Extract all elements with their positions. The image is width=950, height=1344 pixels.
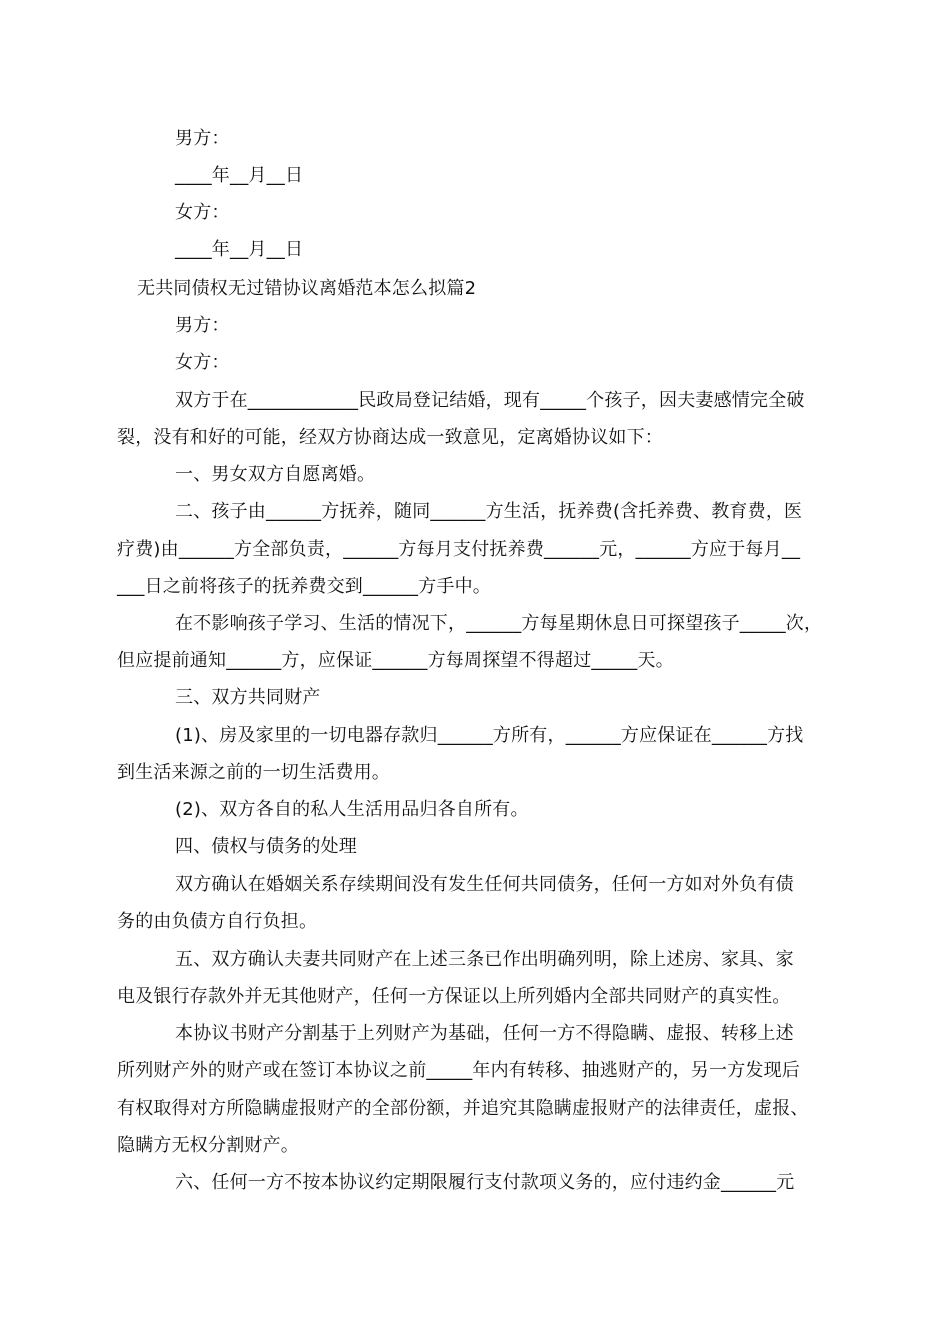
paragraph-line: 二、孩子由______方抚养，随同______方生活，抚养费(含托养费、教育费，医 — [175, 501, 803, 522]
signature-label-female: 女方： — [175, 202, 230, 223]
paragraph-line: 到生活来源之前的一切生活费用。 — [117, 762, 390, 783]
paragraph-line: 所列财产外的财产或在签订本协议之前_____年内有转移、抽逃财产的，另一方发现后 — [117, 1060, 800, 1081]
paragraph-line: 六、任何一方不按本协议约定期限履行支付款项义务的，应付违约金______元 — [175, 1172, 795, 1193]
paragraph-line: ___日之前将孩子的抚养费交到______方手中。 — [117, 576, 491, 597]
paragraph-line: (2)、双方各自的私人生活用品归各自所有。 — [175, 799, 529, 820]
paragraph-line: 隐瞒方无权分割财产。 — [117, 1135, 299, 1156]
paragraph-line: 有权取得对方所隐瞒虚报财产的全部份额，并追究其隐瞒虚报财产的法律责任，虚报、 — [117, 1098, 809, 1119]
signature-date-female: ____年__月__日 — [175, 239, 304, 260]
clause-heading: 三、双方共同财产 — [175, 687, 321, 708]
paragraph-line: 疗费)由______方全部负责，______方每月支付抚养费______元，______方应于每月__ — [117, 539, 801, 560]
clause-heading: 一、男女双方自愿离婚。 — [175, 464, 376, 485]
section-heading: 无共同债权无过错协议离婚范本怎么拟篇2 — [137, 278, 477, 299]
paragraph-line: 但应提前通知______方，应保证______方每周探望不得超过_____天。 — [117, 650, 674, 671]
signature-label-male: 男方： — [175, 128, 230, 149]
party-label-female: 女方： — [175, 352, 230, 373]
paragraph-line: 五、双方确认夫妻共同财产在上述三条已作出明确列明，除上述房、家具、家 — [175, 949, 794, 970]
party-label-male: 男方： — [175, 315, 230, 336]
paragraph-line: 双方于在____________民政局登记结婚，现有_____个孩子，因夫妻感情完全破 — [175, 390, 805, 411]
paragraph-line: 务的由负债方自行负担。 — [117, 911, 318, 932]
paragraph-line: 电及银行存款外并无其他财产，任何一方保证以上所列婚内全部共同财产的真实性。 — [117, 986, 791, 1007]
paragraph-line: 裂，没有和好的可能，经双方协商达成一致意见，定离婚协议如下： — [117, 427, 663, 448]
paragraph-line: 在不影响孩子学习、生活的情况下，______方每星期休息日可探望孩子_____次， — [175, 613, 823, 634]
paragraph-line: 双方确认在婚姻关系存续期间没有发生任何共同债务，任何一方如对外负有债 — [175, 874, 794, 895]
signature-date-male: ____年__月__日 — [175, 165, 304, 186]
clause-heading: 四、债权与债务的处理 — [175, 836, 357, 857]
paragraph-line: (1)、房及家里的一切电器存款归______方所有，______方应保证在______方找 — [175, 725, 804, 746]
paragraph-line: 本协议书财产分割基于上列财产为基础，任何一方不得隐瞒、虚报、转移上述 — [175, 1023, 794, 1044]
